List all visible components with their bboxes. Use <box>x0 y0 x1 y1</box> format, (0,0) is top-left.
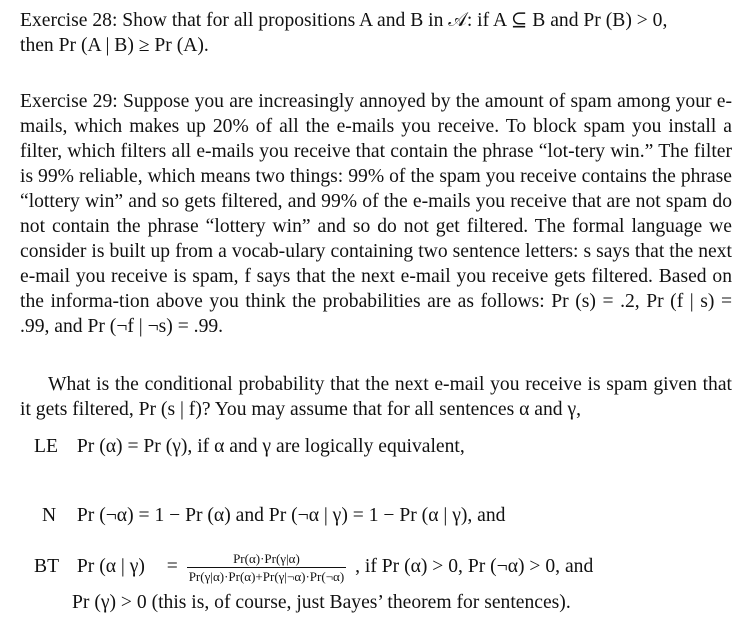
bayes-fraction <box>187 551 346 584</box>
exercise-29-question: What is the conditional probability that the next e-mail you receive is spam given that it gets filtered, Pr (s | f)? You may assume that for all sentences α and γ, <box>20 374 732 420</box>
rule-bt-label: BT <box>34 556 60 577</box>
rule-bt <box>34 551 734 584</box>
rule-le-label: LE <box>34 436 58 457</box>
rule-le-text: Pr (α) = Pr (γ), if α and γ are logically equivalent, <box>76 436 465 457</box>
exercise-28-line-2: then Pr (A | B) ≥ Pr (A). <box>20 35 209 56</box>
rule-n-text: Pr (¬α) = 1 − Pr (α) and Pr (¬α | γ) = 1 − Pr (α | γ), and <box>76 505 506 526</box>
rule-n-label: N <box>42 505 57 526</box>
rule-le <box>34 434 734 459</box>
rule-bt-lhs: Pr (α | γ) <box>76 556 145 577</box>
bayes-numerator: Pr(α)·Pr(γ|α) <box>233 551 300 566</box>
rule-bt-continuation: Pr (γ) > 0 (this is, of course, just Bayes’ theorem for sentences). <box>72 592 571 613</box>
exercise-28-line-1: Exercise 28: Show that for all propositions A and B in 𝒜: if A ⊆ B and Pr (B) > 0, <box>20 10 668 31</box>
exercise-29-paragraph: Exercise 29: Suppose you are increasingly annoyed by the amount of spam among your e-mails, which makes up 20% of all the e-mails you receive. To block spam you install a filter, which filters all e-mails you receive that contain the phrase “lot-tery win.” The filter is 99% reliable, which means two things: 99% of the spam you receive contains the phrase “lottery win” and so gets filtered, and 99% of the e-mails you receive that are not spam do not contain the phrase “lottery win” and so do not get filtered. The formal language we consider is built up from a vocab-ulary containing two sentence letters: s says that the next e-mail you receive is spam, f says that the next e-mail you receive gets filtered. Based on the informa-tion above you think the probabilities are as follows: Pr (s) = .2, Pr (f | s) = .99, and Pr (¬f | ¬s) = .99. <box>20 91 732 337</box>
rule-n <box>34 503 734 528</box>
rule-bt-equals: = <box>166 556 178 577</box>
bayes-denominator: Pr(γ|α)·Pr(α)+Pr(γ|¬α)·Pr(¬α) <box>188 569 345 584</box>
rule-bt-condition: , if Pr (α) > 0, Pr (¬α) > 0, and <box>355 556 594 577</box>
